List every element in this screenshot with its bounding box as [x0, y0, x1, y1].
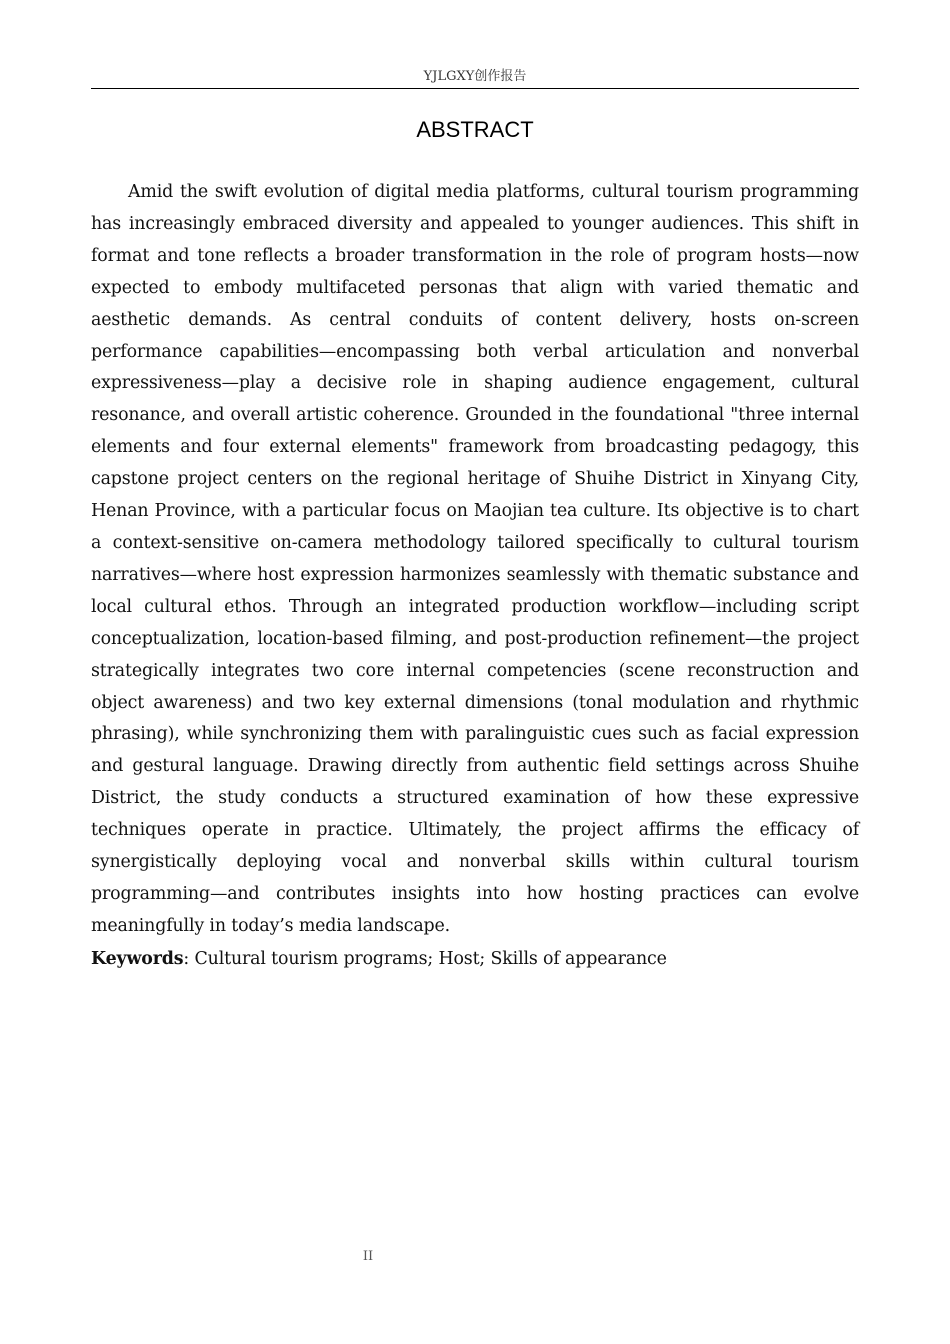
abstract-paragraph: Amid the swift evolution of digital media platforms, cultural tourism programming has increasingly embraced diversity and appealed to younger audiences. This shift in format and tone reflects a broader transformation in the role of program hosts—now expected to embody multifaceted personas that align with varied thematic and aesthetic demands. As central conduits of content delivery, hosts on-screen performance capabilities—encompassing both verbal articulation and nonverbal expressiveness—play a decisive role in shaping audience engagement, cultural resonance, and overall artistic coherence. Grounded in the foundational "three internal elements and four external elements" framework from broadcasting pedagogy, this capstone project centers on the regional heritage of Shuihe District in Xinyang City, Henan Province, with a particular focus on Maojian tea culture. Its objective is to chart a context-sensitive on-camera methodology tailored specifically to cultural tourism narratives—where host expression harmonizes seamlessly with thematic substance and local cultural ethos. Through an integrated production workflow—including script conceptualization, location-based filming, and post-production refinement—the project strategically integrates two core internal competencies (scene reconstruction and object awareness) and two key external dimensions (tonal modulation and rhythmic phrasing), while synchronizing them with paralinguistic cues such as facial expression and gestural language. Drawing directly from authentic field settings across Shuihe District, the study conducts a structured examination of how these expressive techniques operate in practice. Ultimately, the project affirms the efficacy of synergistically deploying vocal and nonverbal skills within cultural tourism programming—and contributes insights into how hosting practices can evolve meaningfully in today’s media landscape. [91, 182, 859, 936]
page-number: II [362, 1249, 374, 1264]
keywords-label: Keywords [91, 949, 184, 969]
keywords-text: Cultural tourism programs; Host; Skills of appearance [194, 949, 667, 969]
keywords-line [91, 944, 859, 976]
keywords-separator: : [183, 949, 195, 969]
running-header: YJLGXY创作报告 [423, 69, 527, 84]
page-title: ABSTRACT [416, 117, 534, 142]
header-rule [91, 88, 859, 89]
